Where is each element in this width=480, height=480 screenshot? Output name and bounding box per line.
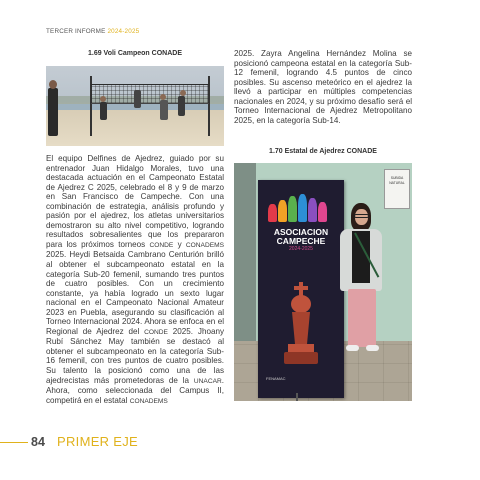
header-year: 2024-2025: [107, 28, 140, 35]
banner-footer: FENAMAC: [266, 376, 286, 381]
header-label: TERCER INFORME: [46, 28, 106, 35]
running-header: [46, 28, 139, 35]
left-column-text: El equipo Delfines de Ajedrez, guiado por su entrenador Juan Hidalgo Morales, tuvo una destacada actuación en el Campeonato Estatal de Ajedrez C 2025, celebrado el 8 y 9 de marzo en San Francisco de Campeche. Con una combinación de estrategia, análisis profundo y pasión por el ajedrez, los atletas universitarios demostraron su alto nivel competitivo, logrando resultados sobresalientes que los prepararon para los próximos torneos CONDE y CONADEMS 2025. Heydi Betsaida Cambrano Centurión brilló al obtener el subcampeonato estatal en la categoría Sub-20 femenil, sumando tres puntos de cuatro posibles. Con un crecimiento constante, ya había logrado un sexto lugar nacional en el Campeonato Nacional Amateur 2023 en Puebla, asegurando su clasificación al Torneo Internacional 2024. Ahora se enfoca en el Regional de Ajedrez del CONDE 2025. Jhoany Rubí Sánchez May también se destacó al obtener el subcampeonato en la categoría Sub-16 femenil, con tres puntos de cuatro posibles. Su talento la posicionó como una de las ajedrecistas más prometedoras de la UNACAR. Ahora, como seleccionada del Campus II, competirá en el estatal CONADEMS: [46, 154, 225, 405]
chess-banner: [258, 180, 344, 398]
section-title: PRIMER EJE: [57, 434, 139, 449]
wall-sign: SUBIDA NATURAL: [384, 169, 410, 209]
glasses-icon: [354, 214, 369, 218]
banner-title: ASOCIACION CAMPECHE: [273, 227, 329, 246]
figure-caption-volleyball: 1.69 Voli Campeon CONADE: [87, 50, 182, 57]
volleyball-photo: [46, 66, 224, 146]
chess-king-icon: [280, 282, 322, 370]
right-column-text: 2025. Zayra Angelina Hernández Molina se posicionó campeona estatal en la categoría Sub-12 femenil, logrando 4.5 puntos de cinco posibles. Su ascenso meteórico en el ajedrez la llevó a participar en múltiples competencias nacionales en 2024, y su próximo desafío será el Torneo Internacional de Ajedrez Metropolitano 2025, en la categoría Sub-14.: [234, 49, 412, 125]
figure-caption-chess: 1.70 Estatal de Ajedrez CONADE: [269, 148, 377, 155]
footer-rule: [0, 442, 28, 443]
page-number: 84: [31, 435, 45, 449]
chess-photo: [234, 163, 412, 401]
volleyball-net: [91, 84, 209, 104]
banner-year: 2024-2025: [289, 246, 313, 252]
